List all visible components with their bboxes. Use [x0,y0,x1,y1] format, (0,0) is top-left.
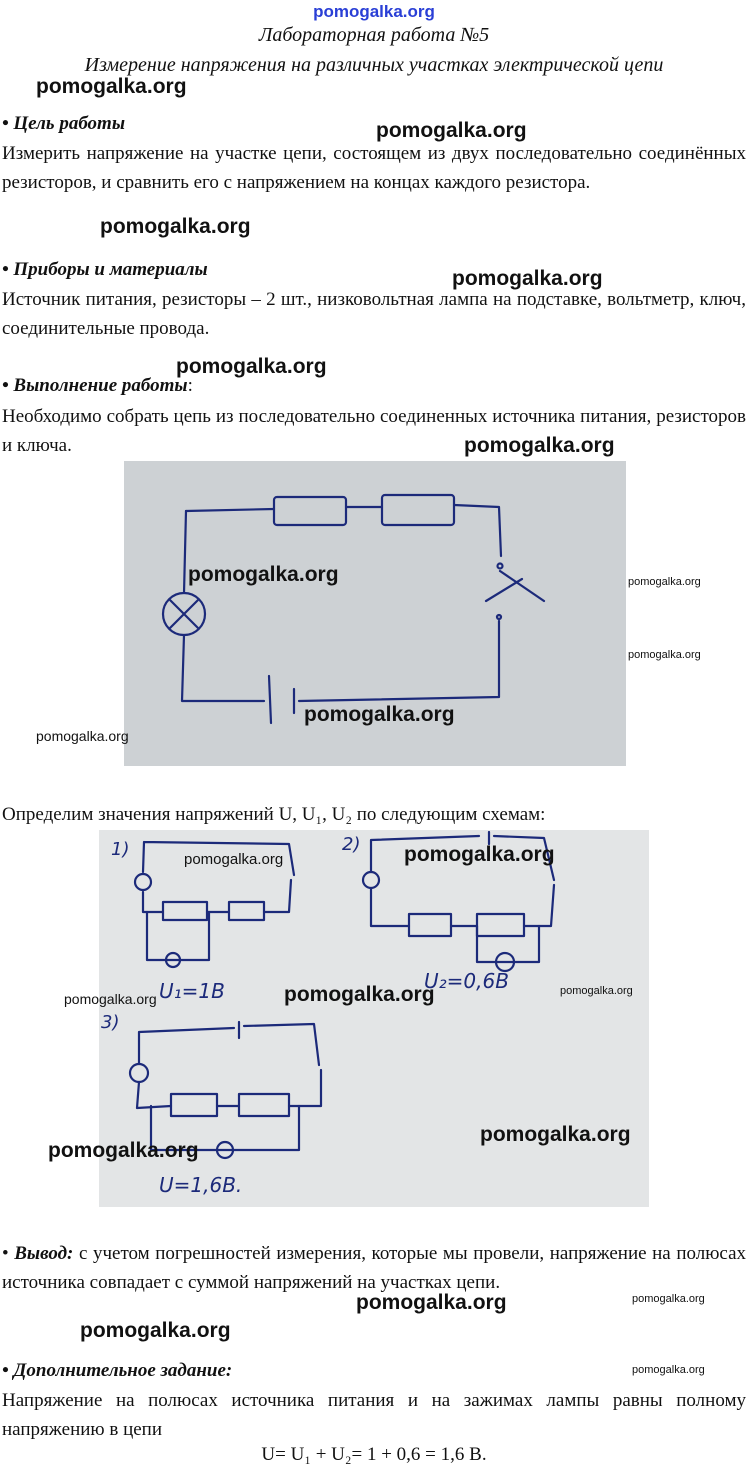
extra-text: Напряжение на полюсах источника питания и на зажимах лампы равны полному напряжению в цепи [2,1390,746,1440]
scheme-3-value: U=1,6B. [159,1173,243,1197]
watermark[interactable]: pomogalka.org [80,1319,231,1342]
watermark[interactable]: pomogalka.org [284,983,435,1006]
watermark[interactable]: pomogalka.org [632,1293,705,1305]
procedure-text: Необходимо собрать цепь из последовательно соединенных источника питания, резисторов и ключа. [2,406,746,456]
scheme-3-number: 3) [101,1012,120,1033]
watermark[interactable]: pomogalka.org [304,703,455,726]
watermark[interactable]: pomogalka.org [64,991,157,1007]
scheme-2-value: U₂=0,6B [424,969,509,993]
conclusion-heading: Вывод: [14,1243,74,1264]
conclusion: • Вывод: с учетом погрешностей измерения, которые мы провели, напряжение на полюсах источника совпадает с суммой напряжений на участках цепи. [2,1243,747,1293]
scheme-1-number: 1) [111,839,130,860]
goal-heading-text: Цель работы [13,113,126,134]
extra-heading: • Дополнительное задание: [2,1360,233,1381]
materials-heading-text: Приборы и материалы [13,259,208,280]
conclusion-text: с учетом погрешностей измерения, которые мы провели, напряжение на полюсах источника совпадает с суммой напряжений на участках цепи. [2,1243,747,1293]
watermark[interactable]: pomogalka.org [176,355,327,378]
procedure-heading: • Выполнение работы: [2,375,193,396]
define-text: Определим значения напряжений U, U₁, U₂ по следующим схемам: [2,804,546,825]
watermark[interactable]: pomogalka.org [36,75,187,98]
watermark[interactable]: pomogalka.org [100,215,251,238]
watermark[interactable]: pomogalka.org [480,1123,631,1146]
watermark[interactable]: pomogalka.org [560,985,633,997]
goal-text: Измерить напряжение на участке цепи, состоящем из двух последовательно соединённых резисторов, и сравнить его с напряжением на концах каждого резистора. [2,143,746,193]
scheme-1-value: U₁=1B [159,979,225,1003]
watermark[interactable]: pomogalka.org [628,649,701,661]
watermark[interactable]: pomogalka.org [356,1291,507,1314]
watermark[interactable]: pomogalka.org [452,267,603,290]
formula: U= U₁ + U₂= 1 + 0,6 = 1,6 В. [261,1444,487,1465]
watermark[interactable]: pomogalka.org [48,1139,199,1162]
materials-text: Источник питания, резисторы – 2 шт., низковольтная лампа на подставке, вольтметр, ключ, соединительные провода. [2,289,746,339]
watermark[interactable]: pomogalka.org [628,576,701,588]
watermark-top[interactable]: pomogalka.org [313,2,435,21]
goal-heading: • Цель работы [2,113,126,134]
watermark[interactable]: pomogalka.org [632,1364,705,1376]
extra-heading-text: Дополнительное задание: [13,1360,233,1381]
watermark[interactable]: pomogalka.org [36,728,129,744]
watermark[interactable]: pomogalka.org [188,563,339,586]
watermark[interactable]: pomogalka.org [184,851,284,868]
watermark[interactable]: pomogalka.org [376,119,527,142]
materials-heading: • Приборы и материалы [2,259,208,280]
page-title: Лабораторная работа №5 [258,24,490,46]
procedure-heading-text: Выполнение работы [13,375,188,396]
watermark[interactable]: pomogalka.org [464,434,615,457]
page-subtitle: Измерение напряжения на различных участках электрической цепи [84,54,664,76]
scheme-2-number: 2) [342,834,361,855]
watermark[interactable]: pomogalka.org [404,843,555,866]
